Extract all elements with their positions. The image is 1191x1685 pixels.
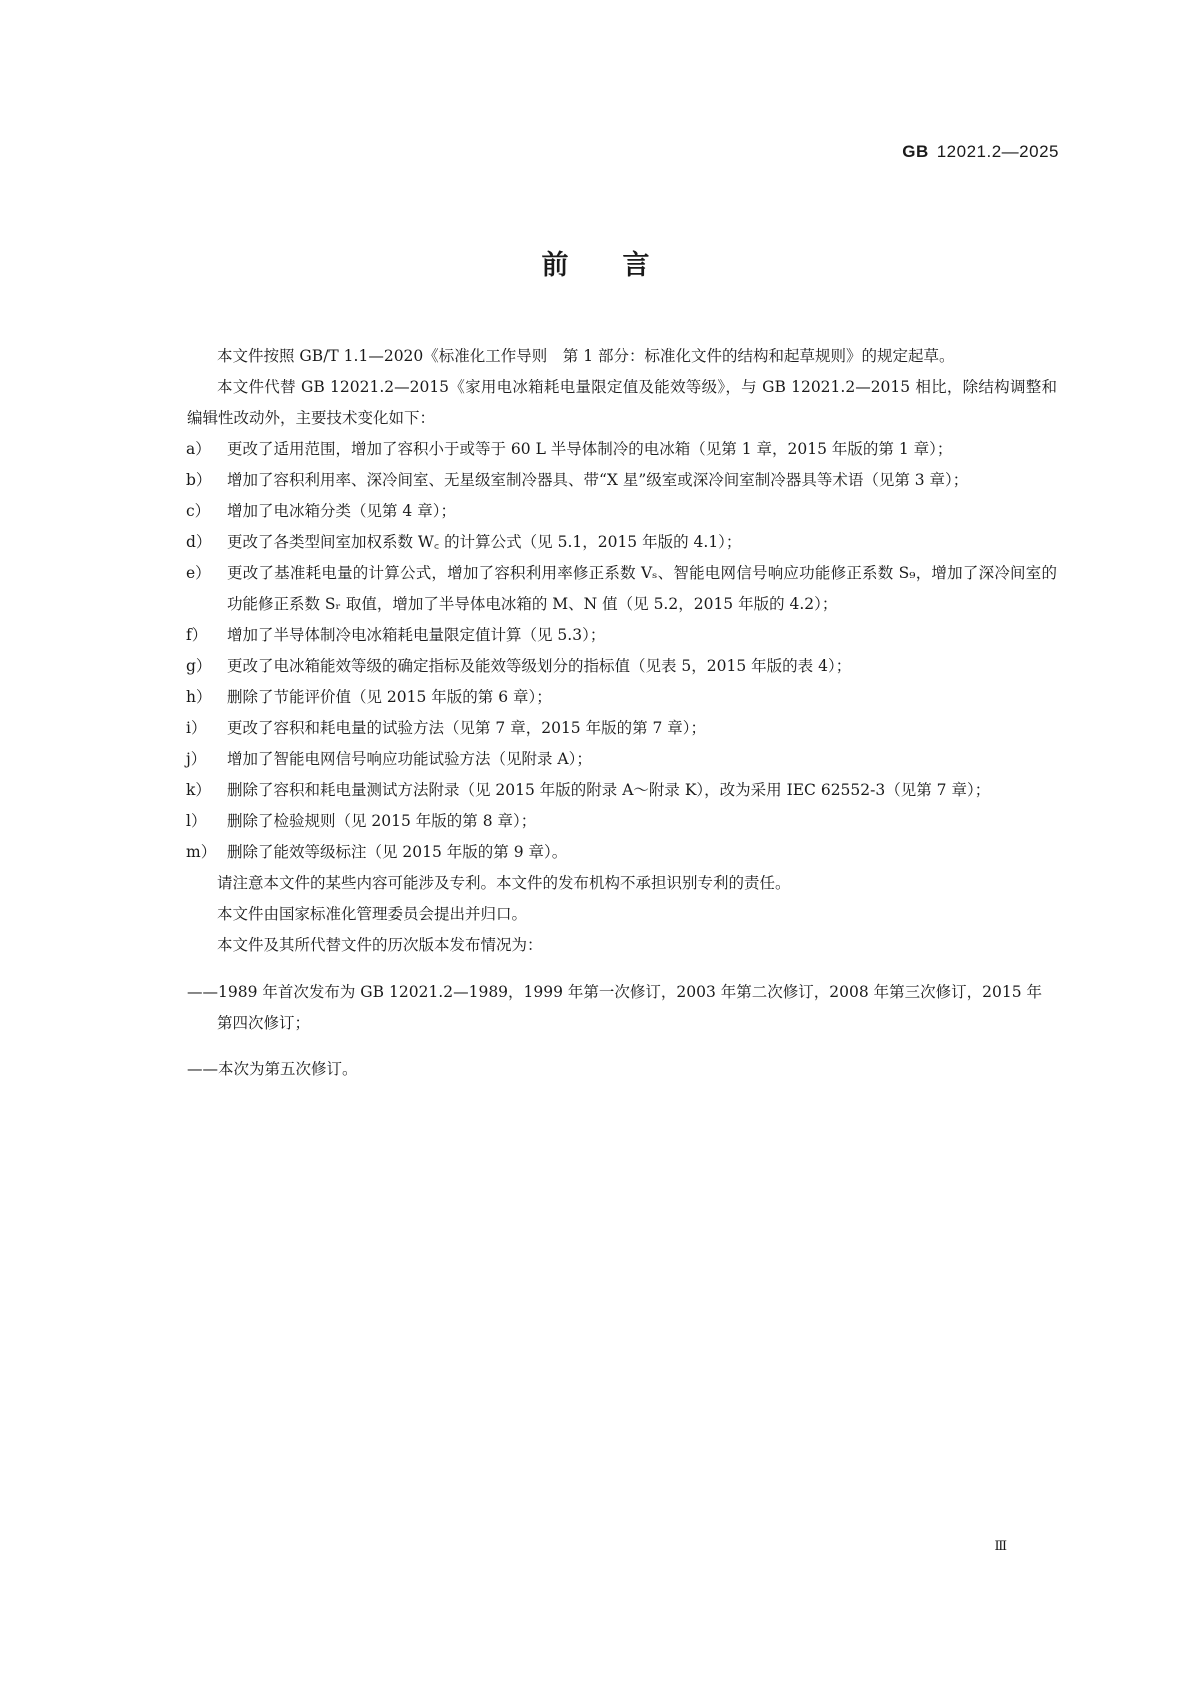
list-item xyxy=(187,806,1057,837)
list-item xyxy=(187,651,1057,682)
technical-changes-list xyxy=(187,434,1057,868)
item-label: d） xyxy=(186,533,212,551)
list-item xyxy=(187,620,1057,651)
item-text: 更改了基准耗电量的计算公式，增加了容积利用率修正系数 Vₛ、智能电网信号响应功能修正系数 S₉，增加了深冷间室的功能修正系数 Sᵣ 取值，增加了半导体电冰箱的 M、N 值（见 5.2，2015 年版的 4.2）； xyxy=(227,564,1057,613)
page-number: Ⅲ xyxy=(994,1539,1007,1554)
item-text: 删除了容积和耗电量测试方法附录（见 2015 年版的附录 A～附录 K），改为采用 IEC 62552-3（见第 7 章）； xyxy=(227,781,991,799)
list-item xyxy=(187,496,1057,527)
list-item xyxy=(187,434,1057,465)
item-text: 增加了容积利用率、深冷间室、无星级室制冷器具、带“X 星”级室或深冷间室制冷器具等术语（见第 3 章）； xyxy=(227,471,969,489)
paragraph-drafting-rules: 本文件按照 GB/T 1.1—2020《标准化工作导则 第 1 部分：标准化文件的结构和起草规则》的规定起草。 xyxy=(217,347,955,365)
standard-prefix: GB xyxy=(902,142,929,161)
item-text: 更改了容积和耗电量的试验方法（见第 7 章，2015 年版的第 7 章）； xyxy=(227,719,707,737)
list-item xyxy=(187,682,1057,713)
list-item xyxy=(187,837,1057,868)
list-item xyxy=(187,558,1057,620)
item-text: 更改了适用范围，增加了容积小于或等于 60 L 半导体制冷的电冰箱（见第 1 章，2015 年版的第 1 章）； xyxy=(227,440,953,458)
item-text: 增加了半导体制冷电冰箱耗电量限定值计算（见 5.3）； xyxy=(227,626,606,644)
item-text: 更改了电冰箱能效等级的确定指标及能效等级划分的指标值（见表 5，2015 年版的表 4）； xyxy=(227,657,852,675)
item-label: i） xyxy=(186,719,207,737)
item-label: j） xyxy=(186,750,207,768)
item-text: 删除了能效等级标注（见 2015 年版的第 9 章）。 xyxy=(227,843,568,861)
item-text: 增加了智能电网信号响应功能试验方法（见附录 A）； xyxy=(227,750,592,768)
item-label: k） xyxy=(186,781,211,799)
standard-code xyxy=(902,142,1059,162)
list-item xyxy=(187,775,1057,806)
list-item xyxy=(187,713,1057,744)
item-label: h） xyxy=(186,688,212,706)
item-text: 增加了电冰箱分类（见第 4 章）； xyxy=(227,502,456,520)
list-item xyxy=(187,744,1057,775)
history-entry: ——1989 年首次发布为 GB 12021.2—1989，1999 年第一次修订，2003 年第二次修订，2008 年第三次修订，2015 年第四次修订； xyxy=(187,982,1043,1032)
item-label: e） xyxy=(186,564,211,582)
item-label: c） xyxy=(186,502,211,520)
standard-number: 12021.2—2025 xyxy=(936,142,1059,161)
item-text: 删除了节能评价值（见 2015 年版的第 6 章）； xyxy=(227,688,552,706)
list-item xyxy=(187,465,1057,496)
history-intro: 本文件及其所代替文件的历次版本发布情况为： xyxy=(217,936,543,954)
page-title: 前言 xyxy=(541,250,704,281)
item-label: a） xyxy=(186,440,211,458)
proposer-statement: 本文件由国家标准化管理委员会提出并归口。 xyxy=(217,905,528,923)
item-text: 更改了各类型间室加权系数 W꜀ 的计算公式（见 5.1，2015 年版的 4.1）； xyxy=(227,533,742,551)
item-label: f） xyxy=(186,626,208,644)
item-label: b） xyxy=(186,471,212,489)
item-label: m） xyxy=(186,843,217,861)
item-label: l） xyxy=(186,812,207,830)
patent-notice: 请注意本文件的某些内容可能涉及专利。本文件的发布机构不承担识别专利的责任。 xyxy=(217,874,791,892)
paragraph-replacement: 本文件代替 GB 12021.2—2015《家用电冰箱耗电量限定值及能效等级》，与 GB 12021.2—2015 相比，除结构调整和编辑性改动外，主要技术变化如下： xyxy=(187,378,1057,427)
history-entry: ——本次为第五次修订。 xyxy=(187,1060,358,1078)
item-text: 删除了检验规则（见 2015 年版的第 8 章）； xyxy=(227,812,537,830)
item-label: g） xyxy=(186,657,212,675)
document-body xyxy=(187,341,1057,1101)
list-item xyxy=(187,527,1057,558)
